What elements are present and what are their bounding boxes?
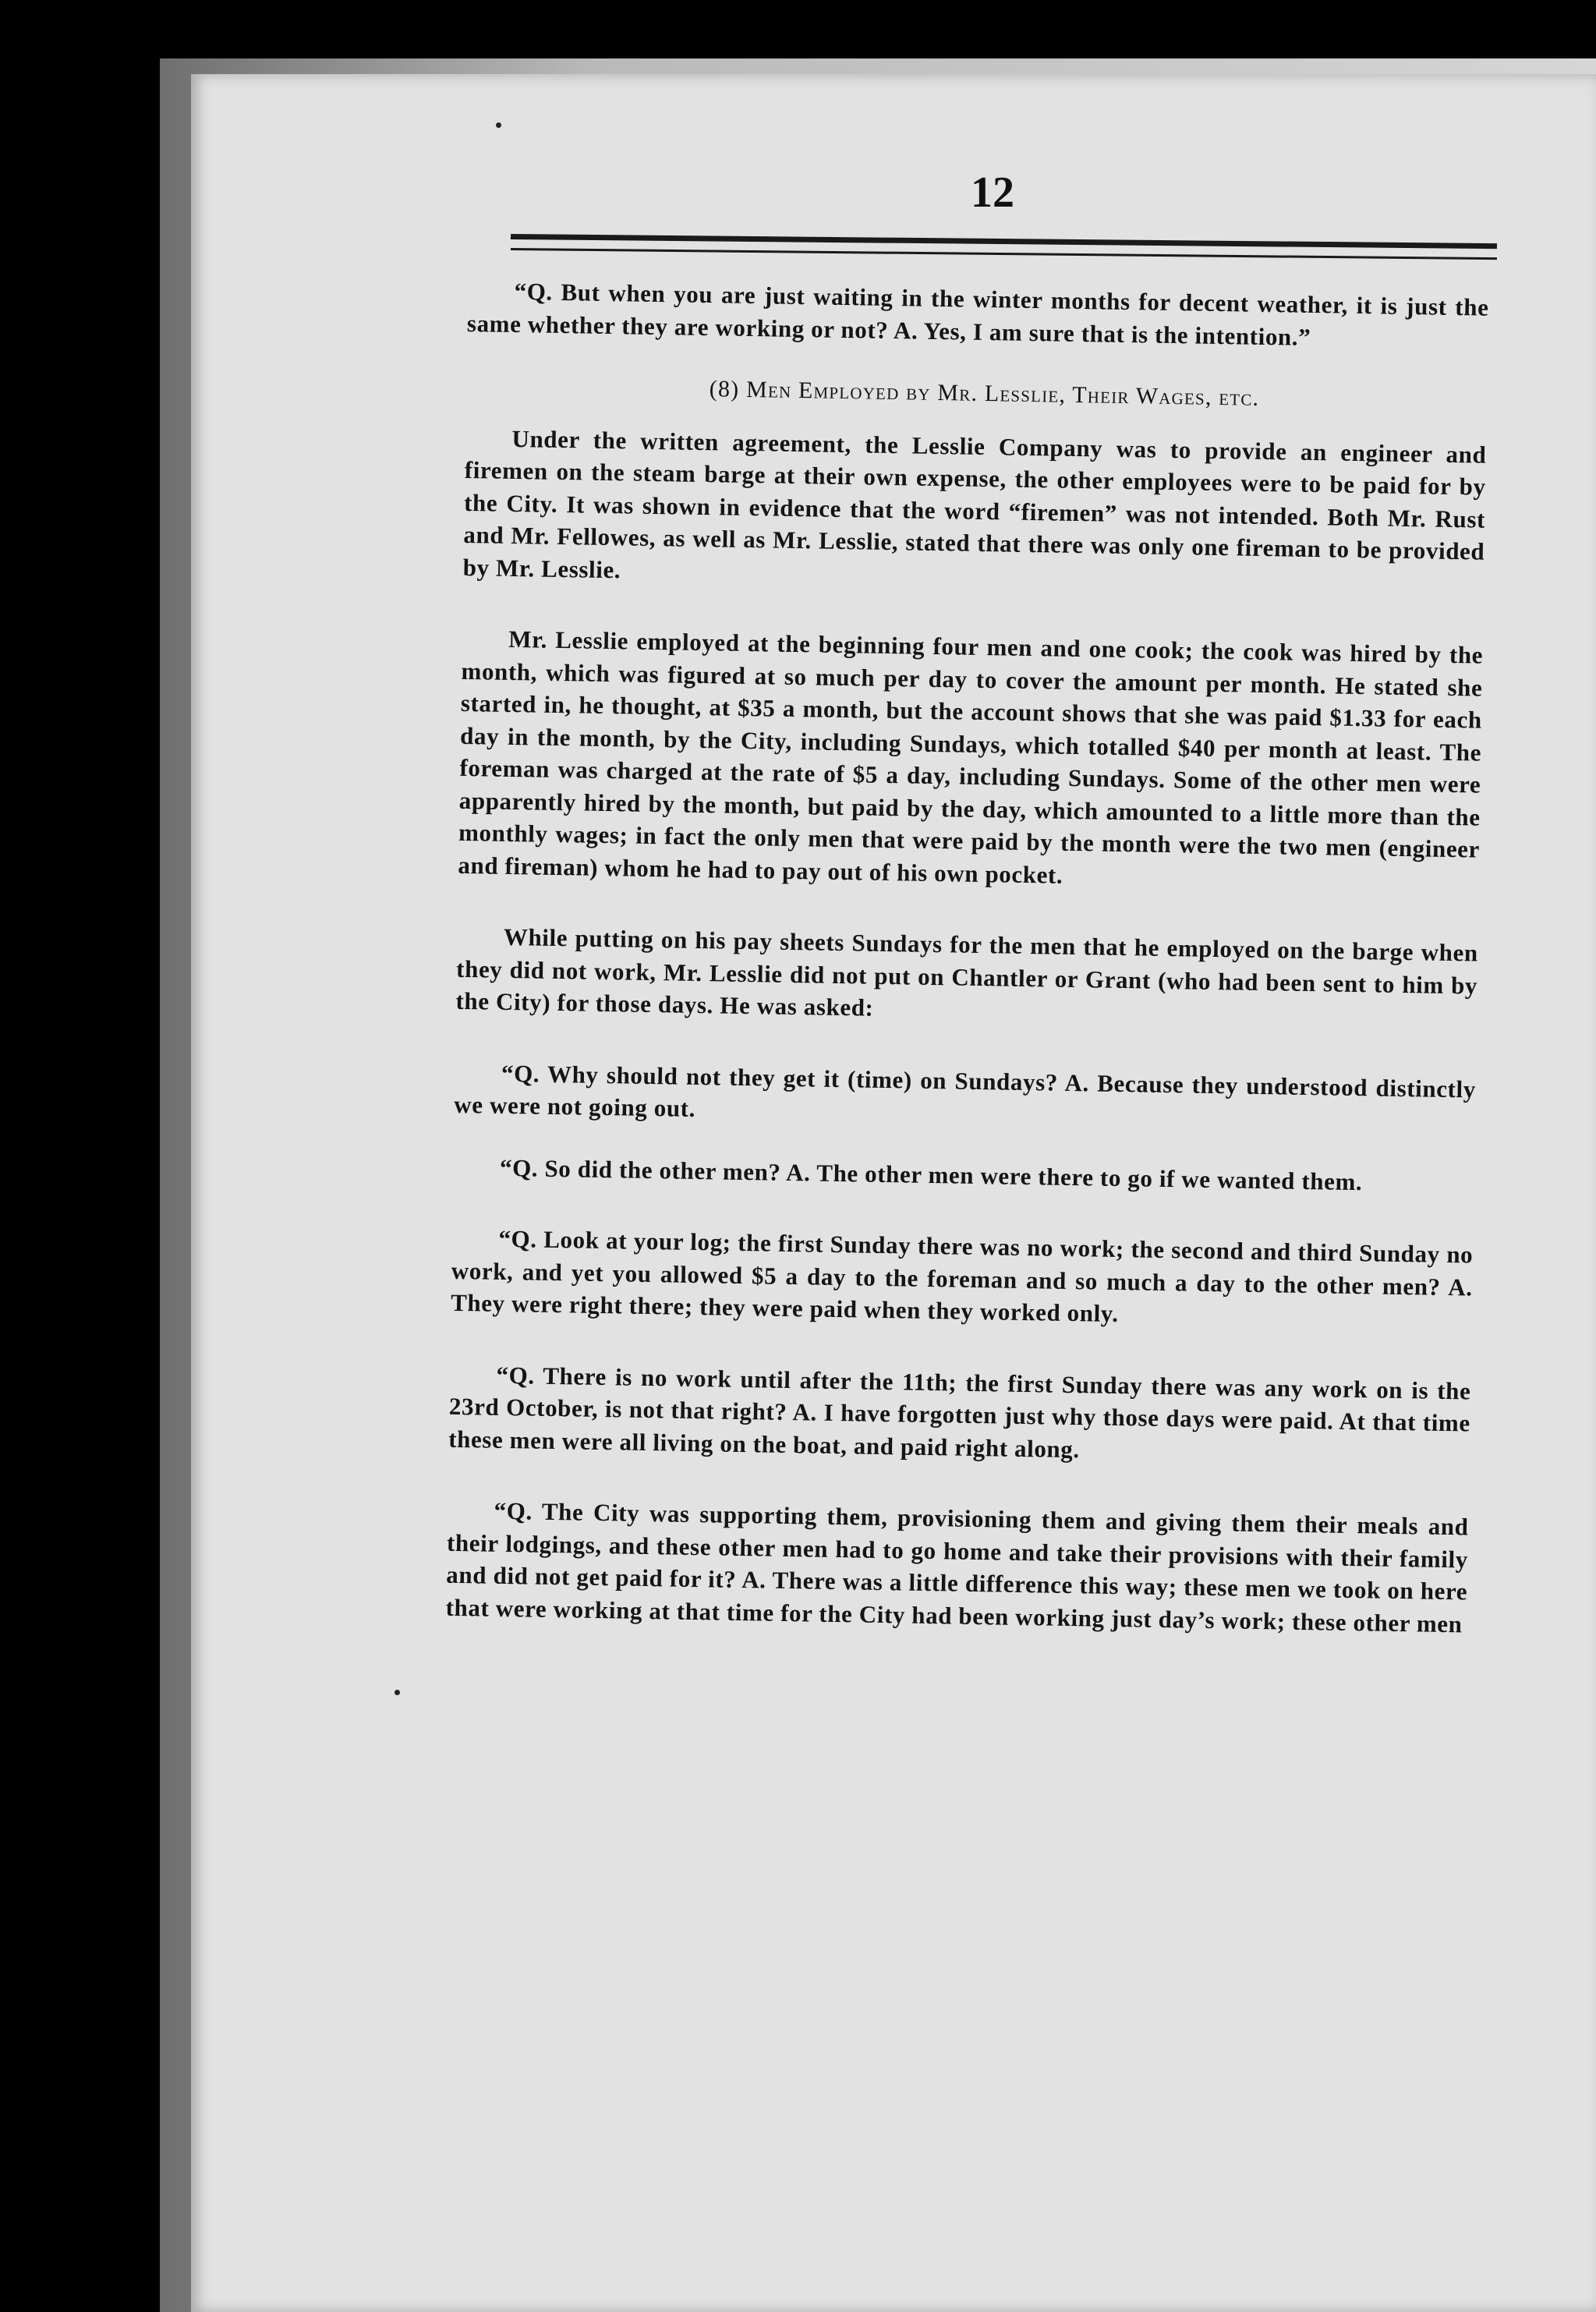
body-paragraph-1: “Q. But when you are just waiting in the winter months for decent weather, it is just the same whether they are working or not? A. Yes, I am sure that is the intention.” <box>466 277 1489 351</box>
testimony-question-5: “Q. The City was supporting them, provisioning them and giving them their meals and their lodgings, and these other men had to go home and take their provisions with their family and did not get paid for it? A. There was a little difference this way; these men we took on here that were working at that time for the City had been working just day’s work; these other men <box>445 1496 1469 1638</box>
body-paragraph-3: Mr. Lesslie employed at the beginning four men and one cook; the cook was hired by the month, which was figured at so much per day to cover the amount per month. He stated she started in, he thought, at $35 a month, but the account shows that she was paid $1.33 for each day in the month, by the City, including Sundays, which totalled $40 per month at least. The foreman was charged at the rate of $5 a day, including Sundays. Some of the other men were apparently hired by the month, but paid by the day, which amounted to a little more than the monthly wages; in fact the only men that were paid by the month were the two men (engineer and fireman) whom he had to pay out of his own pocket. <box>458 625 1484 889</box>
scan-speck <box>395 1690 400 1695</box>
page-number: 12 <box>971 168 1014 217</box>
section-heading: (8) Men Employed by Mr. Lesslie, Their Wages, etc. <box>709 376 1260 411</box>
testimony-question-1: “Q. Why should not they get it (time) on Sundays? A. Because they understood distinctly we were not going out. <box>454 1059 1477 1122</box>
testimony-question-2: “Q. So did the other men? A. The other men were there to go if we wanted them. <box>499 1153 1363 1195</box>
body-paragraph-2: Under the written agreement, the Lesslie Company was to provide an engineer and firemen on the steam barge at their own expense, the other employees were to be paid for by the City. It was shown in evidence that the word “firemen” was not intended. Both Mr. Rust and Mr. Fellowes, as well as Mr. Lesslie, stated that there was only one fireman to be provided by Mr. Lesslie. <box>462 424 1487 583</box>
body-paragraph-4: While putting on his pay sheets Sundays for the men that he employed on the barge when they did not work, Mr. Lesslie did not put on Chantler or Grant (who had been sent to him by the City) for those days. He was asked: <box>455 922 1479 1021</box>
testimony-question-3: “Q. Look at your log; the first Sunday there was no work; the second and third Sunday no work, and yet you allowed $5 a day to the foreman and so much a day to the other men? A. They were right there; they were paid when they worked only. <box>450 1224 1474 1328</box>
document-body <box>445 274 1489 1640</box>
testimony-question-4: “Q. There is no work until after the 11th; the first Sunday there was any work on is the 23rd October, is not that right? A. I have forgotten just why those days were paid. At that time these men were all living on the boat, and paid right along. <box>448 1361 1471 1463</box>
scan-speck <box>496 122 501 128</box>
